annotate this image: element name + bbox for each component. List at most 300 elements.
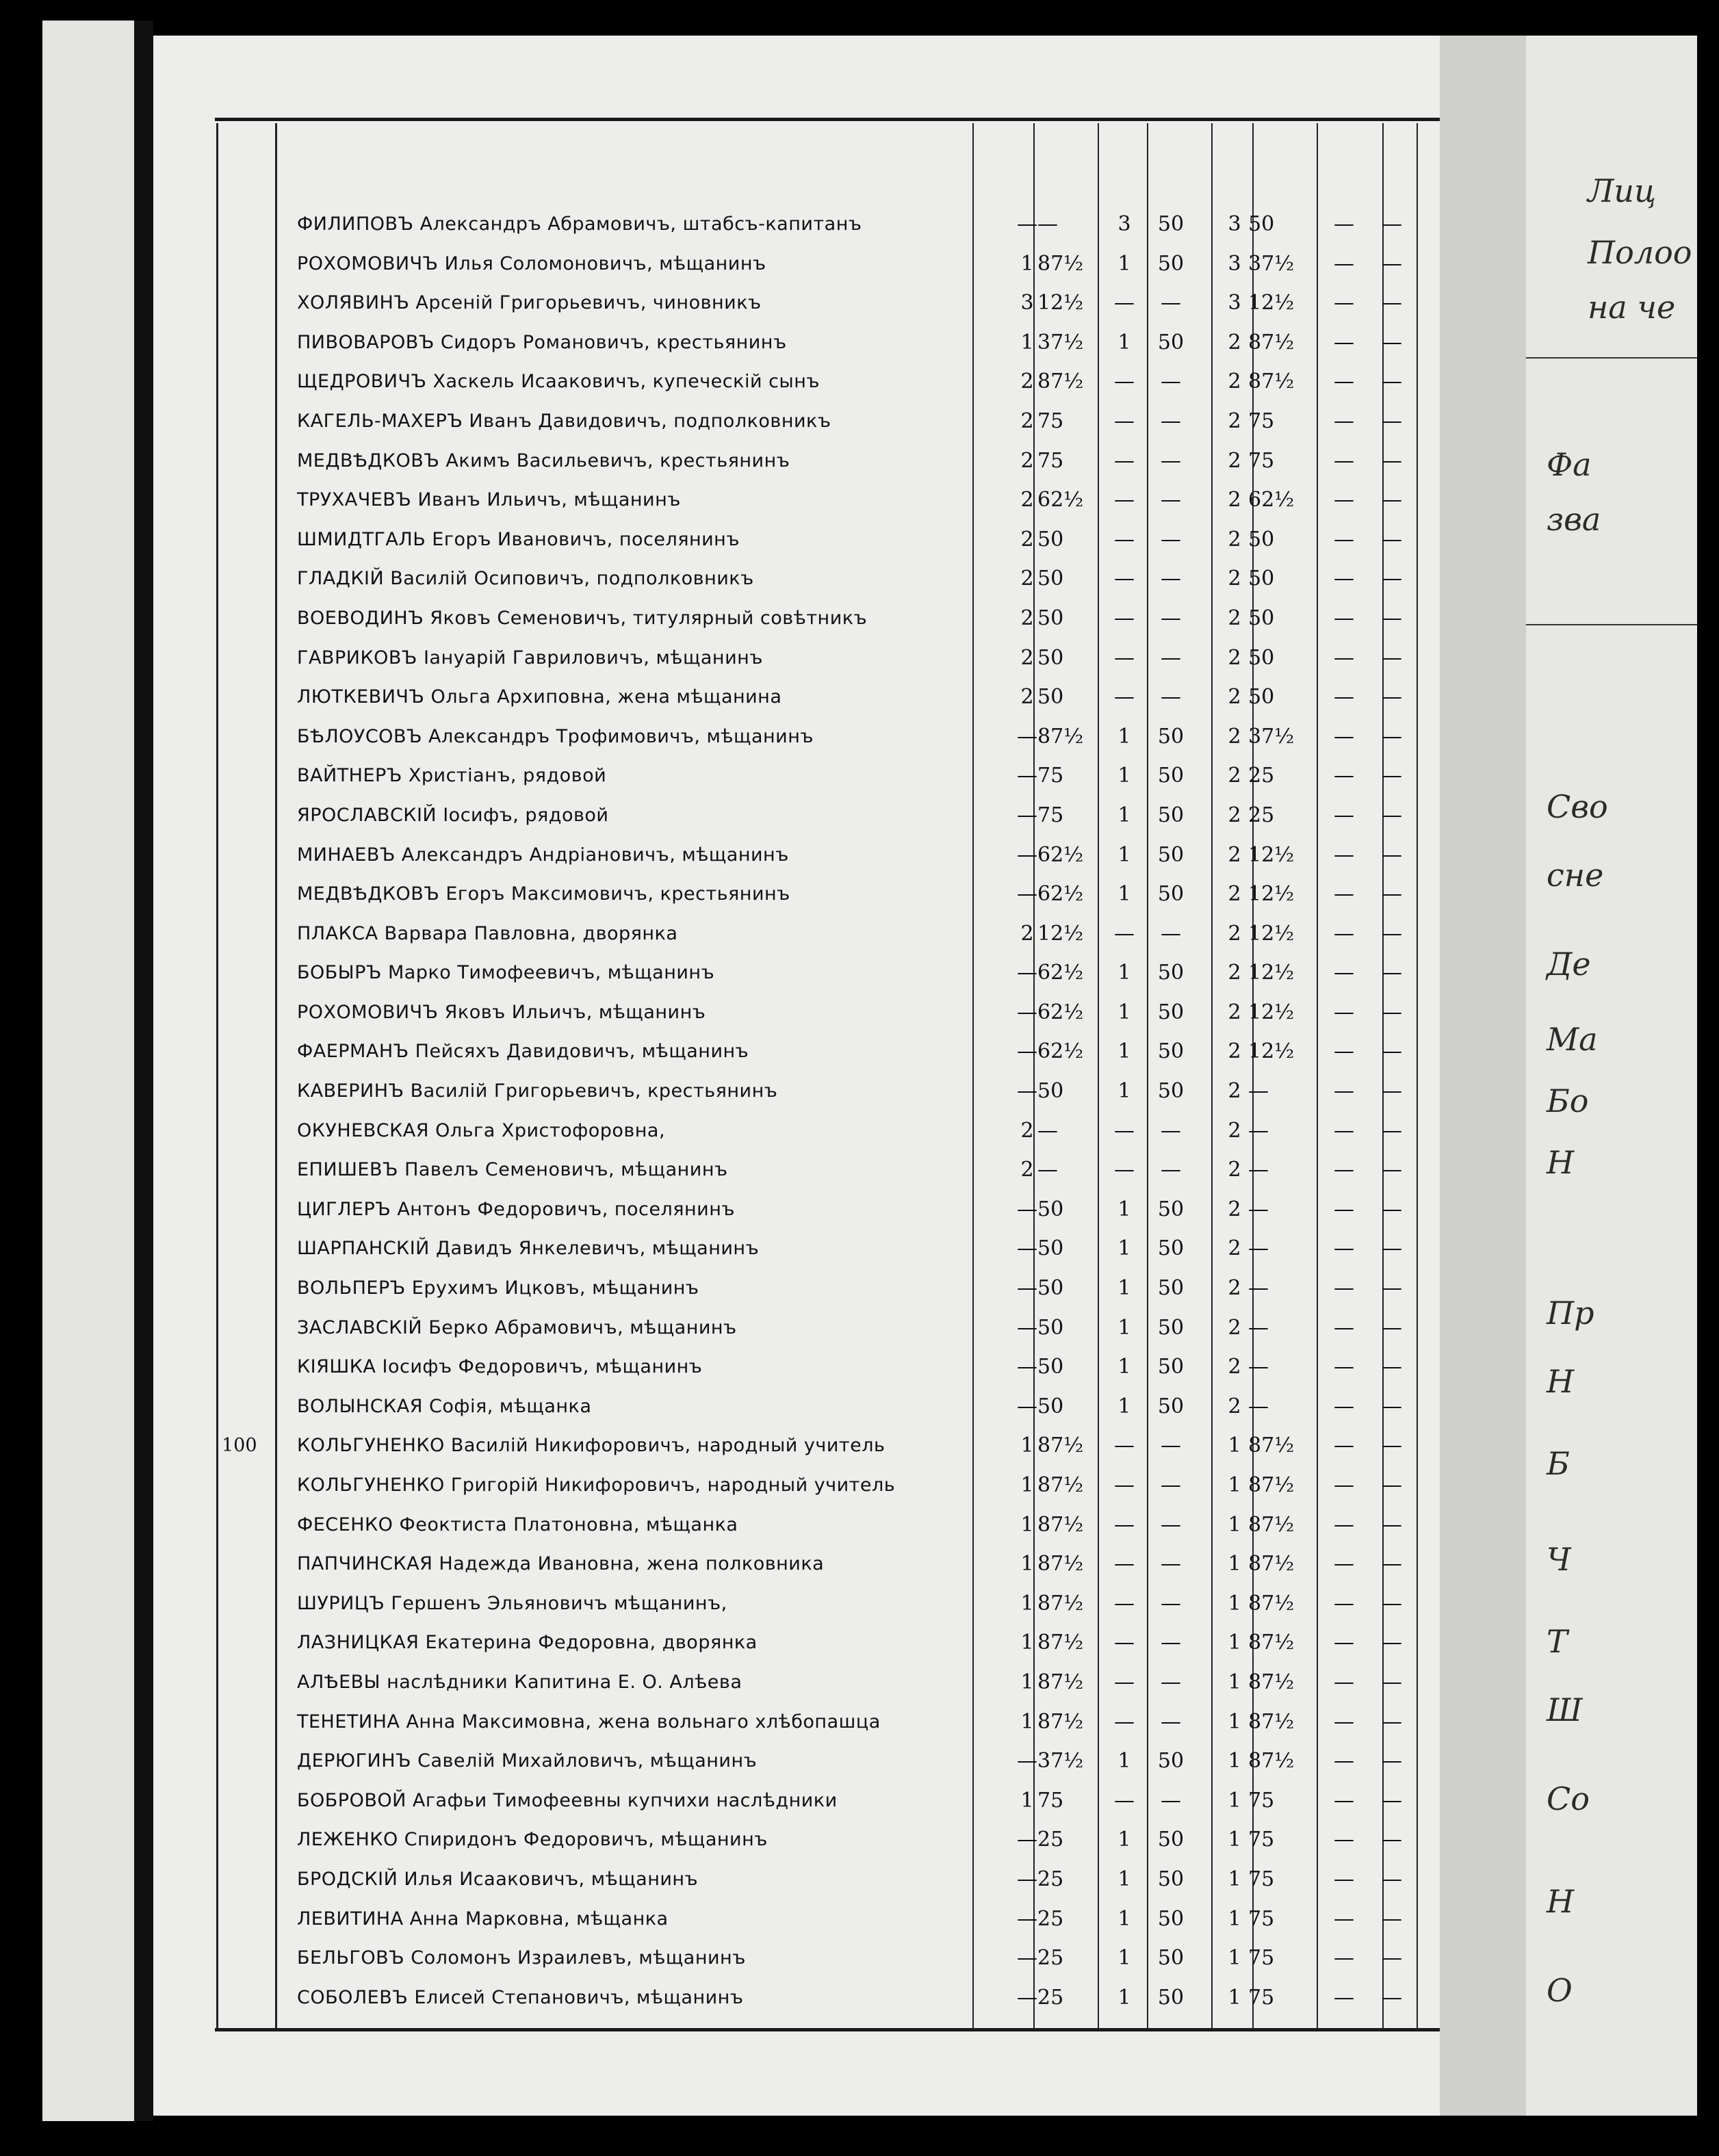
cell-c6: — [1248, 1197, 1269, 1221]
cell-c5: 2 [1228, 1197, 1241, 1221]
cell-c3: 1 [1117, 724, 1131, 749]
table-row [153, 1191, 1440, 1230]
cell-c6: 50 [1248, 606, 1275, 630]
cell-c5: 2 [1228, 842, 1241, 867]
cell-c6: 87½ [1248, 369, 1295, 394]
cell-c5: 2 [1228, 1276, 1241, 1301]
cell-c4: 50 [1157, 1867, 1185, 1891]
cell-c6: 50 [1248, 645, 1275, 670]
cell-c6: 87½ [1248, 1473, 1295, 1497]
cell-c8: — [1382, 1631, 1402, 1655]
cell-c4: — [1161, 1631, 1181, 1655]
cell-c2: 25 [1037, 1828, 1064, 1852]
cell-c1: 2 [1020, 1158, 1034, 1182]
cell-c5: 2 [1228, 961, 1241, 985]
cell-c6: 12½ [1248, 921, 1295, 946]
cell-c8: — [1382, 251, 1402, 276]
cell-c1: — [1017, 1039, 1037, 1064]
cell-c2: — [1037, 212, 1058, 236]
cell-c5: 3 [1228, 212, 1241, 236]
cell-c4: — [1161, 1512, 1181, 1537]
table-row [153, 481, 1440, 521]
bottom-rule [215, 2028, 1440, 2031]
handwritten-note: Б [1547, 1445, 1570, 1482]
cell-c2: 62½ [1037, 1000, 1084, 1024]
handwritten-note: О [1547, 1972, 1573, 2009]
table-row [153, 954, 1440, 993]
cell-c5: 2 [1228, 645, 1241, 670]
person-name: БѢЛОУСОВЪ Александръ Трофимовичъ, мѣщанинъ [297, 725, 814, 747]
cell-c8: — [1382, 1000, 1402, 1024]
handwritten-note: зва [1547, 501, 1601, 538]
table-row [153, 1545, 1440, 1585]
cell-c8: — [1382, 1197, 1402, 1221]
person-name: АЛѢЕВЫ наслѣдники Капитина Е. О. Алѣева [297, 1671, 742, 1693]
cell-c1: — [1017, 1276, 1037, 1301]
cell-c6: 50 [1248, 527, 1275, 551]
cell-c8: — [1382, 291, 1402, 315]
cell-c2: — [1037, 1158, 1058, 1182]
person-name: ЦИГЛЕРЪ Антонъ Федоровичъ, поселянинъ [297, 1198, 735, 1220]
handwritten-note: сне [1547, 857, 1604, 894]
cell-c8: — [1382, 1315, 1402, 1340]
cell-c8: — [1382, 645, 1402, 670]
cell-c7: — [1334, 1433, 1354, 1458]
cell-c8: — [1382, 606, 1402, 630]
cell-c8: — [1382, 1433, 1402, 1458]
cell-c3: 1 [1117, 803, 1131, 827]
cell-c7: — [1334, 1985, 1354, 2010]
cell-c4: — [1161, 291, 1181, 315]
cell-c3: 1 [1117, 961, 1131, 985]
cell-c8: — [1382, 1236, 1402, 1261]
cell-c7: — [1334, 685, 1354, 710]
cell-c7: — [1334, 251, 1354, 276]
cell-c7: — [1334, 1473, 1354, 1497]
cell-c8: — [1382, 408, 1402, 433]
cell-c2: 50 [1037, 1236, 1064, 1261]
cell-c4: 50 [1157, 764, 1185, 788]
cell-c5: 2 [1228, 330, 1241, 354]
cell-c7: — [1334, 1709, 1354, 1734]
cell-c3: 1 [1117, 1394, 1131, 1418]
person-name: КОЛЬГУНЕНКО Григорій Никифоровичъ, народный учитель [297, 1475, 896, 1496]
cell-c6: — [1248, 1079, 1269, 1104]
cell-c2: 87½ [1037, 1670, 1084, 1694]
cell-c6: 87½ [1248, 1670, 1295, 1694]
table-row [153, 363, 1440, 402]
cell-c5: 1 [1228, 1749, 1241, 1774]
cell-c8: — [1382, 1512, 1402, 1537]
cell-c1: — [1017, 1867, 1037, 1891]
cell-c3: — [1114, 369, 1135, 394]
cell-c7: — [1334, 1276, 1354, 1301]
cell-c5: 2 [1228, 882, 1241, 907]
cell-c3: — [1114, 921, 1135, 946]
cell-c4: — [1161, 448, 1181, 473]
cell-c8: — [1382, 1158, 1402, 1182]
cell-c6: 87½ [1248, 1709, 1295, 1734]
cell-c4: 50 [1157, 1039, 1185, 1064]
table-row [153, 599, 1440, 639]
strip-shadow [134, 21, 153, 2121]
cell-c8: — [1382, 567, 1402, 591]
table-row [153, 1466, 1440, 1506]
cell-c3: — [1114, 645, 1135, 670]
table-row [153, 836, 1440, 876]
cell-c3: 1 [1117, 842, 1131, 867]
cell-c7: — [1334, 291, 1354, 315]
cell-c3: — [1114, 1591, 1135, 1615]
cell-c1: 1 [1020, 1433, 1034, 1458]
person-name: ПИВОВАРОВЪ Сидоръ Романовичъ, крестьянинъ [297, 331, 787, 353]
table-row [153, 757, 1440, 796]
handwritten-note: Н [1547, 1883, 1575, 1920]
cell-c4: — [1161, 606, 1181, 630]
cell-c5: 1 [1228, 1473, 1241, 1497]
cell-c4: 50 [1157, 1394, 1185, 1418]
cell-c7: — [1334, 961, 1354, 985]
person-name: ФЕСЕНКО Феоктиста Платоновна, мѣщанка [297, 1514, 738, 1535]
handwritten-note: Де [1547, 946, 1591, 983]
cell-c5: 2 [1228, 1079, 1241, 1104]
cell-c6: 75 [1248, 1788, 1275, 1813]
cell-c7: — [1334, 1867, 1354, 1891]
cell-c1: — [1017, 842, 1037, 867]
cell-c5: 2 [1228, 1394, 1241, 1418]
cell-c8: — [1382, 1709, 1402, 1734]
cell-c1: — [1017, 1985, 1037, 2010]
cell-c4: 50 [1157, 1000, 1185, 1024]
cell-c5: 2 [1228, 448, 1241, 473]
handwritten-note: Сво [1547, 788, 1608, 825]
handwritten-note: Бо [1547, 1082, 1589, 1119]
cell-c3: — [1114, 408, 1135, 433]
cell-c7: — [1334, 1158, 1354, 1182]
cell-c3: — [1114, 606, 1135, 630]
cell-c4: — [1161, 1788, 1181, 1813]
cell-c2: 87½ [1037, 1591, 1084, 1615]
cell-c6: 12½ [1248, 1039, 1295, 1064]
cell-c5: 2 [1228, 1039, 1241, 1064]
cell-c3: — [1114, 527, 1135, 551]
cell-c2: 87½ [1037, 1552, 1084, 1576]
cell-c7: — [1334, 330, 1354, 354]
cell-c4: 50 [1157, 1749, 1185, 1774]
cell-c4: 50 [1157, 724, 1185, 749]
cell-c7: — [1334, 1236, 1354, 1261]
cell-c5: 2 [1228, 685, 1241, 710]
cell-c6: 12½ [1248, 291, 1295, 315]
cell-c3: — [1114, 448, 1135, 473]
cell-c8: — [1382, 1079, 1402, 1104]
cell-c2: — [1037, 1118, 1058, 1143]
cell-c7: — [1334, 212, 1354, 236]
cell-c2: 62½ [1037, 842, 1084, 867]
person-name: ОКУНЕВСКАЯ Ольга Христофоровна, [297, 1119, 666, 1141]
cell-c5: 2 [1228, 606, 1241, 630]
cell-c2: 50 [1037, 1079, 1064, 1104]
cell-c6: 25 [1248, 803, 1275, 827]
row-number: 100 [222, 1435, 257, 1457]
person-name: ХОЛЯВИНЪ Арсеній Григорьевичъ, чиновникъ [297, 292, 762, 314]
cell-c2: 75 [1037, 1788, 1064, 1813]
cell-c1: — [1017, 1906, 1037, 1931]
person-name: ГЛАДКІЙ Василій Осиповичъ, подполковникъ [297, 568, 754, 590]
cell-c5: 1 [1228, 1867, 1241, 1891]
cell-c5: 2 [1228, 724, 1241, 749]
sheet-rule [1526, 624, 1697, 625]
table-row [153, 284, 1440, 324]
table-row [153, 521, 1440, 560]
cell-c1: — [1017, 1355, 1037, 1379]
cell-c1: 3 [1020, 291, 1034, 315]
cell-c8: — [1382, 369, 1402, 394]
cell-c4: 50 [1157, 842, 1185, 867]
cell-c2: 75 [1037, 408, 1064, 433]
cell-c3: 1 [1117, 1197, 1131, 1221]
table-row [153, 718, 1440, 757]
table-row [153, 1782, 1440, 1821]
cell-c3: — [1114, 1670, 1135, 1694]
cell-c4: 50 [1157, 1946, 1185, 1971]
cell-c2: 87½ [1037, 1512, 1084, 1537]
cell-c8: — [1382, 961, 1402, 985]
table-row [153, 1821, 1440, 1860]
table-row [153, 1900, 1440, 1940]
cell-c2: 50 [1037, 527, 1064, 551]
table-row [153, 1860, 1440, 1900]
cell-c1: — [1017, 1394, 1037, 1418]
cell-c1: 2 [1020, 369, 1034, 394]
cell-c5: 1 [1228, 1433, 1241, 1458]
cell-c4: — [1161, 685, 1181, 710]
cell-c5: 1 [1228, 1552, 1241, 1576]
cell-c5: 2 [1228, 921, 1241, 946]
cell-c4: 50 [1157, 1906, 1185, 1931]
cell-c7: — [1334, 1591, 1354, 1615]
table-row [153, 875, 1440, 915]
cell-c4: 50 [1157, 1985, 1185, 2010]
table-row [153, 915, 1440, 954]
cell-c7: — [1334, 1394, 1354, 1418]
cell-c1: 1 [1020, 251, 1034, 276]
person-name: ФАЕРМАНЪ Пейсяхъ Давидовичъ, мѣщанинъ [297, 1041, 749, 1063]
handwritten-note: Ш [1547, 1691, 1583, 1728]
cell-c8: — [1382, 1355, 1402, 1379]
cell-c6: 87½ [1248, 1749, 1295, 1774]
cell-c6: 12½ [1248, 842, 1295, 867]
cell-c1: 2 [1020, 606, 1034, 630]
cell-c5: 2 [1228, 567, 1241, 591]
cell-c8: — [1382, 1749, 1402, 1774]
cell-c8: — [1382, 921, 1402, 946]
cell-c4: — [1161, 369, 1181, 394]
cell-c3: 1 [1117, 1079, 1131, 1104]
cell-c2: 25 [1037, 1985, 1064, 2010]
table-row [153, 1742, 1440, 1782]
cell-c6: 75 [1248, 448, 1275, 473]
cell-c4: 50 [1157, 330, 1185, 354]
cell-c6: — [1248, 1315, 1269, 1340]
cell-c6: — [1248, 1394, 1269, 1418]
cell-c2: 50 [1037, 1355, 1064, 1379]
person-name: ПЛАКСА Варвара Павловна, дворянка [297, 922, 678, 944]
cell-c1: 2 [1020, 1118, 1034, 1143]
cell-c2: 50 [1037, 645, 1064, 670]
cell-c6: 75 [1248, 1828, 1275, 1852]
cell-c1: 1 [1020, 1670, 1034, 1694]
cell-c2: 50 [1037, 1315, 1064, 1340]
cell-c5: 3 [1228, 251, 1241, 276]
cell-c8: — [1382, 1906, 1402, 1931]
cell-c3: 1 [1117, 1985, 1131, 2010]
cell-c6: — [1248, 1236, 1269, 1261]
cell-c8: — [1382, 1788, 1402, 1813]
cell-c2: 87½ [1037, 1433, 1084, 1458]
cell-c5: 2 [1228, 369, 1241, 394]
cell-c3: — [1114, 1631, 1135, 1655]
cell-c2: 50 [1037, 1197, 1064, 1221]
handwritten-note: Фа [1547, 446, 1592, 483]
cell-c5: 1 [1228, 1512, 1241, 1537]
cell-c7: — [1334, 764, 1354, 788]
handwritten-note: Со [1547, 1780, 1590, 1817]
cell-c6: 12½ [1248, 1000, 1295, 1024]
table-row [153, 442, 1440, 482]
cell-c6: 62½ [1248, 488, 1295, 512]
cell-c1: — [1017, 1828, 1037, 1852]
person-name: КАВЕРИНЪ Василій Григорьевичъ, крестьянинъ [297, 1080, 778, 1102]
cell-c8: — [1382, 488, 1402, 512]
cell-c5: 3 [1228, 291, 1241, 315]
cell-c7: — [1334, 1552, 1354, 1576]
cell-c7: — [1334, 1197, 1354, 1221]
cell-c3: — [1114, 1158, 1135, 1182]
cell-c5: 1 [1228, 1828, 1241, 1852]
handwritten-sheet [1526, 36, 1697, 2116]
table-row [153, 993, 1440, 1033]
table-row [153, 639, 1440, 679]
cell-c7: — [1334, 842, 1354, 867]
person-name: ЛАЗНИЦКАЯ Екатерина Федоровна, дворянка [297, 1632, 758, 1654]
cell-c5: 1 [1228, 1906, 1241, 1931]
cell-c3: — [1114, 685, 1135, 710]
cell-c7: — [1334, 567, 1354, 591]
cell-c2: 62½ [1037, 488, 1084, 512]
handwritten-note: Лиц [1588, 172, 1657, 209]
cell-c3: — [1114, 1433, 1135, 1458]
cell-c1: — [1017, 724, 1037, 749]
cell-c1: 1 [1020, 1512, 1034, 1537]
person-name: ЛЕЖЕНКО Спиридонъ Федоровичъ, мѣщанинъ [297, 1829, 768, 1851]
cell-c1: — [1017, 1749, 1037, 1774]
person-name: ВАЙТНЕРЪ Христіанъ, рядовой [297, 765, 607, 787]
cell-c1: 2 [1020, 645, 1034, 670]
cell-c7: — [1334, 1788, 1354, 1813]
person-name: ТРУХАЧЕВЪ Иванъ Ильичъ, мѣщанинъ [297, 489, 681, 511]
handwritten-note: Пр [1547, 1295, 1594, 1332]
cell-c3: — [1114, 1552, 1135, 1576]
cell-c2: 75 [1037, 803, 1064, 827]
cell-c8: — [1382, 1118, 1402, 1143]
cell-c8: — [1382, 1039, 1402, 1064]
cell-c5: 1 [1228, 1946, 1241, 1971]
cell-c6: 12½ [1248, 961, 1295, 985]
cell-c1: 2 [1020, 921, 1034, 946]
person-name: ШАРПАНСКІЙ Давидъ Янкелевичъ, мѣщанинъ [297, 1238, 760, 1260]
cell-c4: — [1161, 567, 1181, 591]
table-row [153, 324, 1440, 363]
cell-c2: 87½ [1037, 1709, 1084, 1734]
handwritten-note: Н [1547, 1363, 1575, 1400]
cell-c5: 1 [1228, 1985, 1241, 2010]
cell-c7: — [1334, 1906, 1354, 1931]
cell-c4: 50 [1157, 961, 1185, 985]
cell-c7: — [1334, 1512, 1354, 1537]
cell-c8: — [1382, 1670, 1402, 1694]
cell-c8: — [1382, 330, 1402, 354]
cell-c5: 2 [1228, 1118, 1241, 1143]
cell-c7: — [1334, 1749, 1354, 1774]
cell-c5: 2 [1228, 527, 1241, 551]
cell-c4: 50 [1157, 1828, 1185, 1852]
cell-c6: 12½ [1248, 882, 1295, 907]
cell-c6: 75 [1248, 1946, 1275, 1971]
cell-c1: 1 [1020, 330, 1034, 354]
cell-c7: — [1334, 645, 1354, 670]
cell-c1: 2 [1020, 685, 1034, 710]
cell-c8: — [1382, 1394, 1402, 1418]
cell-c7: — [1334, 1118, 1354, 1143]
table-row [153, 402, 1440, 442]
cell-c3: 1 [1117, 1749, 1131, 1774]
cell-c5: 2 [1228, 1236, 1241, 1261]
cell-c2: 25 [1037, 1946, 1064, 1971]
cell-c6: 75 [1248, 408, 1275, 433]
cell-c2: 50 [1037, 1394, 1064, 1418]
cell-c3: 1 [1117, 1315, 1131, 1340]
cell-c7: — [1334, 606, 1354, 630]
cell-c7: — [1334, 1631, 1354, 1655]
person-name: ЕПИШЕВЪ Павелъ Семеновичъ, мѣщанинъ [297, 1159, 728, 1181]
cell-c4: 50 [1157, 212, 1185, 236]
cell-c5: 1 [1228, 1670, 1241, 1694]
person-name: БОБЫРЪ Марко Тимофеевичъ, мѣщанинъ [297, 962, 715, 984]
cell-c5: 2 [1228, 488, 1241, 512]
cell-c2: 87½ [1037, 1473, 1084, 1497]
cell-c6: 25 [1248, 764, 1275, 788]
cell-c7: — [1334, 921, 1354, 946]
cell-c1: 2 [1020, 488, 1034, 512]
cell-c7: — [1334, 369, 1354, 394]
cell-c8: — [1382, 764, 1402, 788]
cell-c4: 50 [1157, 1079, 1185, 1104]
cell-c4: — [1161, 1670, 1181, 1694]
ledger-page [153, 36, 1440, 2116]
cell-c3: 1 [1117, 1828, 1131, 1852]
cell-c4: 50 [1157, 803, 1185, 827]
table-row [153, 560, 1440, 599]
cell-c3: 1 [1117, 1236, 1131, 1261]
cell-c1: — [1017, 1000, 1037, 1024]
cell-c3: 1 [1117, 1039, 1131, 1064]
table-row [153, 678, 1440, 718]
table-row [153, 1072, 1440, 1112]
cell-c4: 50 [1157, 1315, 1185, 1340]
cell-c8: — [1382, 1473, 1402, 1497]
cell-c8: — [1382, 1828, 1402, 1852]
